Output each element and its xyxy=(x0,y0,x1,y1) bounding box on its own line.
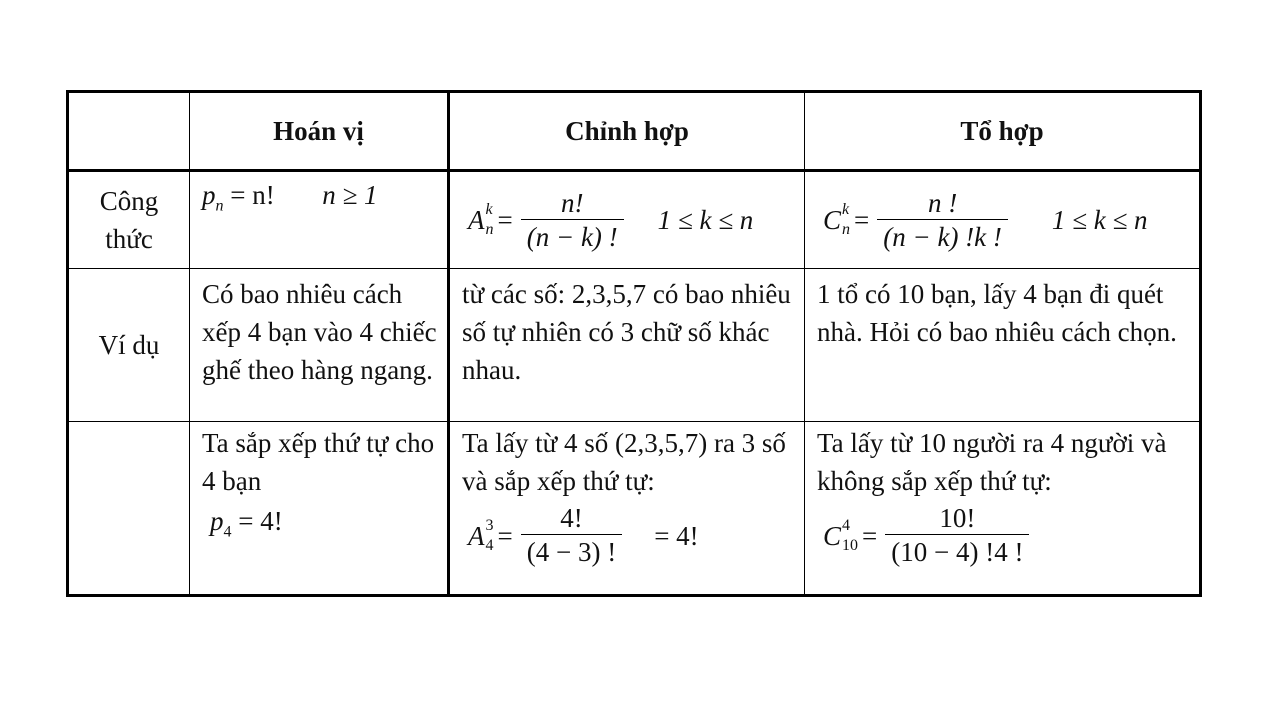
c-superscript: k xyxy=(842,201,850,218)
arrangement-solution-text: Ta lấy từ 4 số (2,3,5,7) ra 3 số và sắp xếp thứ tự: xyxy=(462,428,786,496)
arrangement-condition: 1 ≤ k ≤ n xyxy=(657,205,754,235)
formula-row xyxy=(68,171,1201,269)
combination-condition: 1 ≤ k ≤ n xyxy=(1051,205,1148,235)
header-row xyxy=(68,92,1201,171)
p4-eq: = 4! xyxy=(238,506,283,536)
permutation-formula xyxy=(190,172,447,225)
arrangement-solution-cell xyxy=(449,422,805,596)
p-subscript: n xyxy=(215,197,224,215)
arrangement-solution-formula: A 3 4 = $\frac{4!}{(4 - 3) !}$ = 4! xyxy=(468,503,699,567)
a-indices xyxy=(486,203,494,237)
c410-indices xyxy=(842,516,859,554)
a34-superscript: 3 xyxy=(485,516,494,534)
p4-subscript: 4 xyxy=(223,523,232,541)
c410-fraction xyxy=(885,502,1029,569)
permutation-eq: = n! xyxy=(230,180,275,210)
a34-numerator: 4! xyxy=(560,503,583,533)
c-subscript: n xyxy=(842,221,851,238)
a34-subscript: 4 xyxy=(485,536,494,554)
arrangement-formula-cell xyxy=(449,171,805,269)
comparison-table-container xyxy=(66,90,1196,596)
row-label-solution xyxy=(68,422,190,596)
header-permutation: Hoán vị xyxy=(190,92,449,171)
permutation-condition: n ≥ 1 xyxy=(322,180,378,210)
permutation-solution-text: Ta sắp xếp thứ tự cho 4 bạn xyxy=(202,428,435,496)
arrangement-example-cell xyxy=(449,269,805,422)
combination-formula-cell xyxy=(805,171,1201,269)
a34-denominator: (4 − 3) ! xyxy=(521,534,622,569)
a34-result: = 4! xyxy=(654,520,699,551)
solution-row xyxy=(68,422,1201,596)
permutation-solution-cell xyxy=(190,422,449,596)
a34-fraction xyxy=(521,502,622,569)
combination-denominator: (n − k) !k ! xyxy=(877,219,1008,254)
header-empty xyxy=(68,92,190,171)
row-label-formula xyxy=(68,171,190,269)
permutation-example-cell xyxy=(190,269,449,422)
combination-solution-text: Ta lấy từ 10 người ra 4 người và không sắp xếp thứ tự: xyxy=(817,428,1167,496)
c-indices xyxy=(842,203,850,237)
arrangement-formula: A k n = $\frac{n!}{(n - k) !}$ 1 ≤ k ≤ n xyxy=(468,187,754,252)
arrangement-example-text: từ các số: 2,3,5,7 có bao nhiêu số tự nhiên có 3 chữ số khác nhau. xyxy=(462,279,791,385)
combinatorics-table xyxy=(66,90,1202,597)
p-symbol: p xyxy=(202,180,216,210)
p4-symbol: p xyxy=(210,506,224,536)
combination-solution-cell xyxy=(805,422,1201,596)
c410-superscript: 4 xyxy=(842,516,851,534)
arrangement-fraction xyxy=(521,187,624,254)
header-combination: Tổ hợp xyxy=(805,92,1201,171)
arrangement-denominator: (n − k) ! xyxy=(521,219,624,254)
permutation-solution-formula xyxy=(190,502,447,551)
combination-numerator: n ! xyxy=(927,187,958,218)
c410-numerator: 10! xyxy=(939,503,976,533)
permutation-formula-cell xyxy=(190,171,449,269)
a34-symbol: A xyxy=(468,520,485,551)
c410-symbol: C xyxy=(823,520,842,551)
permutation-example-text: Có bao nhiêu cách xếp 4 bạn vào 4 chiếc ghế theo hàng ngang. xyxy=(202,279,437,385)
combination-formula: C k n = $\frac{n !}{(n - k) !k !}$ 1 ≤ k ≤ n xyxy=(823,187,1148,252)
c410-denominator: (10 − 4) !4 ! xyxy=(885,534,1029,569)
arrangement-numerator: n! xyxy=(560,187,584,218)
row-label-example: Ví dụ xyxy=(68,269,190,422)
row-label-formula-text: Công thức xyxy=(99,186,159,254)
example-row xyxy=(68,269,1201,422)
c-symbol: C xyxy=(823,205,842,235)
c410-subscript: 10 xyxy=(842,536,859,554)
a-symbol: A xyxy=(468,205,485,235)
header-arrangement: Chỉnh hợp xyxy=(449,92,805,171)
combination-example-text: 1 tổ có 10 bạn, lấy 4 bạn đi quét nhà. Hỏi có bao nhiêu cách chọn. xyxy=(817,279,1177,347)
combination-example-cell xyxy=(805,269,1201,422)
a-superscript: k xyxy=(485,201,493,218)
combination-fraction xyxy=(877,187,1008,254)
a-subscript: n xyxy=(485,221,494,238)
a34-indices xyxy=(485,516,494,554)
combination-solution-formula: C 4 10 = $\frac{10!}{(10 - 4) !4 !}$ xyxy=(805,502,1199,569)
